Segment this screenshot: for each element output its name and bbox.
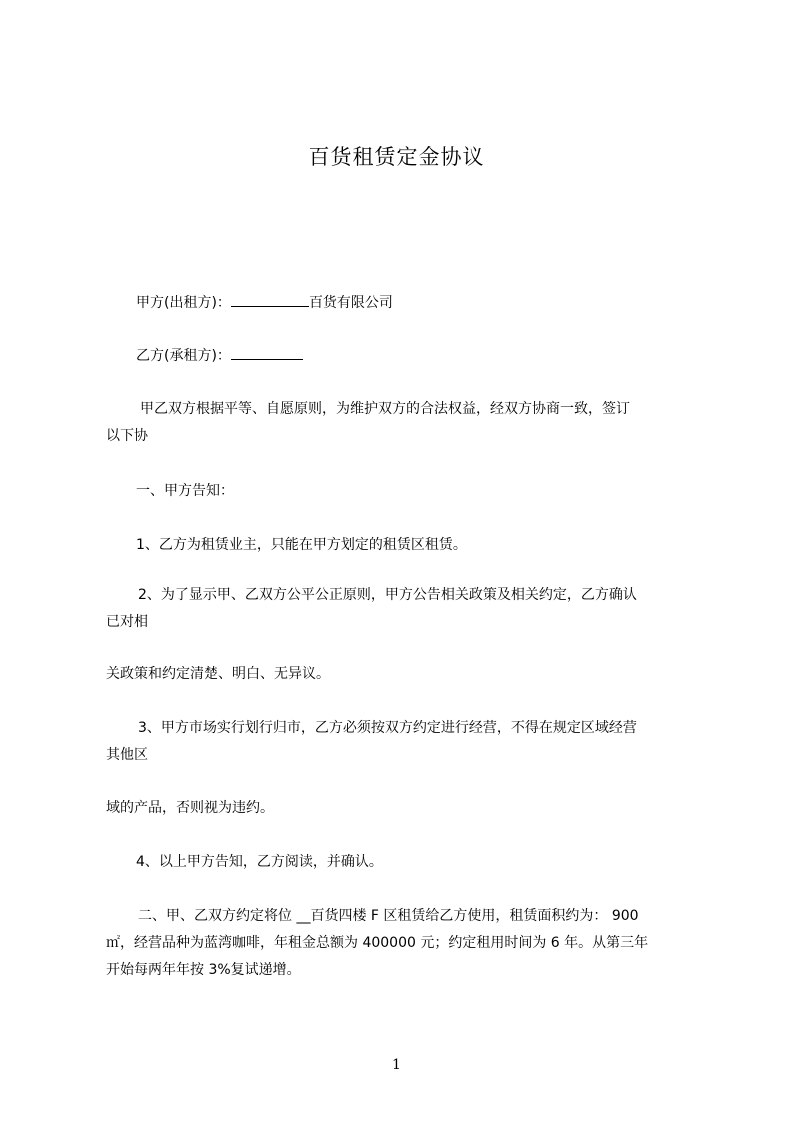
document-title: 百货租赁定金协议 [308, 145, 485, 169]
section-2-line-1: 二、甲、乙双方约定将位 __百货四楼 F 区租赁给乙方使用，租赁面积约为： 900 [138, 908, 639, 924]
intro-line-2: 以下协 [106, 428, 148, 444]
item-2-line-1: 2、为了显示甲、乙双方公平公正原则，甲方公告相关政策及相关约定，乙方确认 [138, 587, 637, 603]
item-3-line-2: 其他区 [106, 747, 148, 763]
party-b-blank [231, 345, 303, 360]
section-1-heading: 一、甲方告知： [136, 483, 234, 499]
party-a-blank [231, 292, 309, 307]
item-2-line-3: 关政策和约定清楚、明白、无异议。 [106, 666, 330, 682]
item-4: 4、以上甲方告知，乙方阅读，并确认。 [136, 854, 383, 870]
page-number: 1 [392, 1057, 401, 1073]
item-3-line-1: 3、甲方市场实行划行归市，乙方必须按双方约定进行经营，不得在规定区域经营 [138, 720, 637, 736]
section-2-line-3: 开始每两年年按 3%复试递增。 [106, 962, 301, 978]
party-a-label: 甲方(出租方)： [136, 295, 231, 311]
party-b-line [136, 345, 303, 366]
item-1: 1、乙方为租赁业主，只能在甲方划定的租赁区租赁。 [136, 537, 467, 553]
intro-line-1: 甲乙双方根据平等、自愿原则，为维护双方的合法权益，经双方协商一致，签订 [140, 401, 630, 417]
party-a-line [136, 292, 393, 313]
party-b-label: 乙方(承租方)： [136, 348, 231, 364]
item-2-line-2: 已对相 [106, 614, 148, 630]
section-2-line-2: ㎡，经营品种为蓝湾咖啡，年租金总额为 400000 元；约定租用时间为 6 年。从第三年 [106, 935, 649, 951]
item-3-line-3: 域的产品，否则视为违约。 [106, 800, 274, 816]
party-a-name: 百货有限公司 [308, 295, 393, 311]
